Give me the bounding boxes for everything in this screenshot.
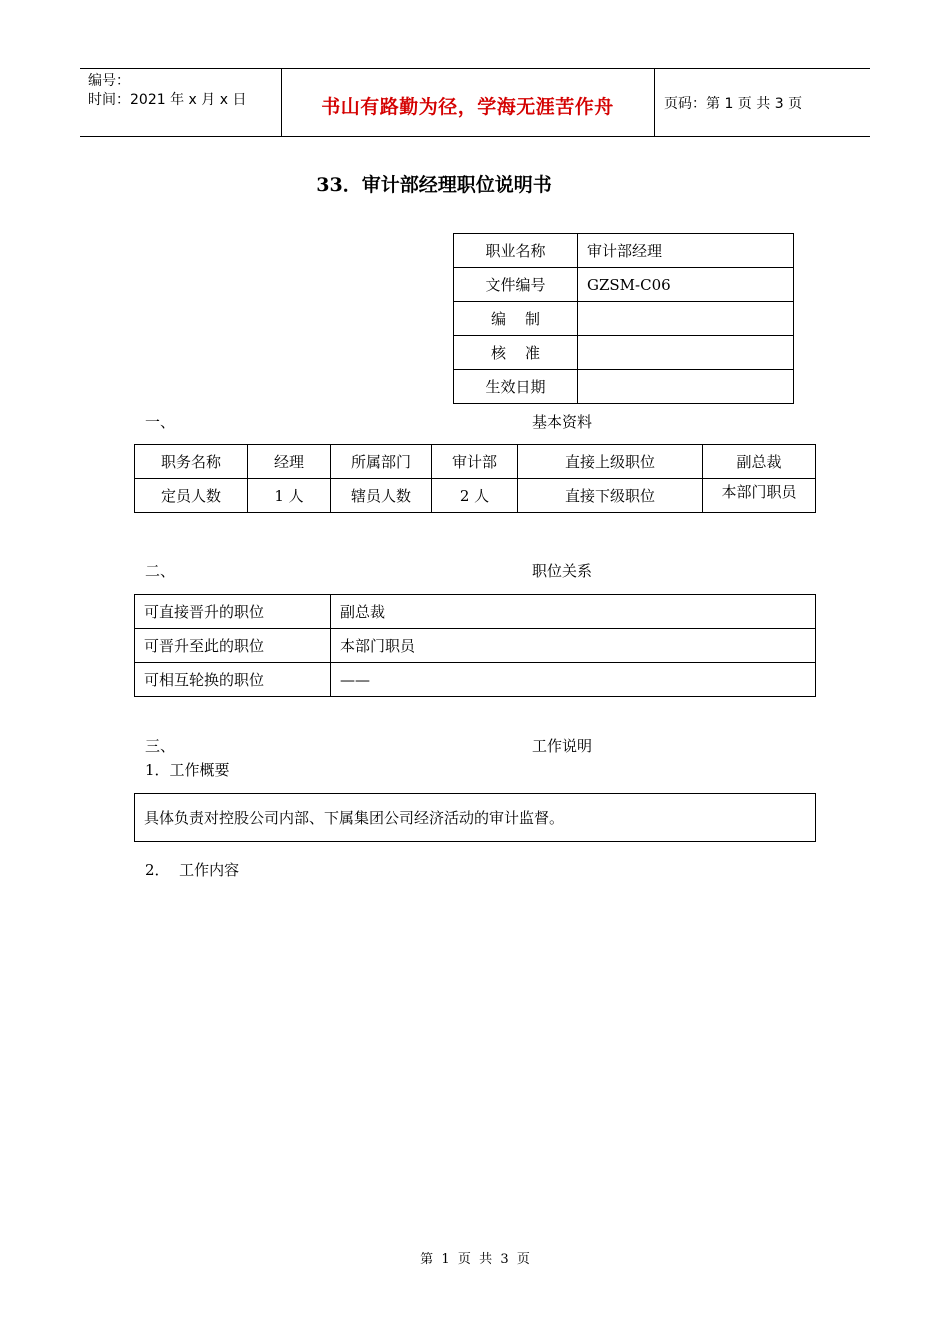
relation-label: 可晋升至此的职位 bbox=[135, 629, 331, 663]
info-value: 审计部经理 bbox=[578, 234, 794, 268]
relation-value: —— bbox=[331, 663, 816, 697]
table-row bbox=[454, 336, 794, 370]
table-row bbox=[135, 794, 816, 842]
info-label: 核 准 bbox=[454, 336, 578, 370]
table-cell: 审计部 bbox=[432, 445, 518, 479]
table-row bbox=[454, 268, 794, 302]
table-cell: 副总裁 bbox=[703, 445, 816, 479]
table-cell: 直接上级职位 bbox=[518, 445, 703, 479]
position-relations-table bbox=[134, 594, 816, 697]
header-number-label: 编号： bbox=[88, 73, 130, 89]
header-top-rule bbox=[80, 68, 870, 69]
header-bottom-rule bbox=[80, 136, 870, 137]
basic-info-table bbox=[134, 444, 816, 513]
header-page-label: 页码：第 1 页 共 3 页 bbox=[664, 96, 803, 112]
info-value bbox=[578, 336, 794, 370]
work-content-heading: 2． 工作内容 bbox=[145, 861, 240, 879]
table-cell: 2 人 bbox=[432, 479, 518, 513]
info-label: 文件编号 bbox=[454, 268, 578, 302]
section1-number: 一、 bbox=[145, 413, 176, 431]
page-footer: 第 1 页 共 3 页 bbox=[420, 1252, 530, 1267]
section3-title: 工作说明 bbox=[532, 737, 593, 755]
document-info-table bbox=[453, 233, 794, 404]
table-row bbox=[135, 663, 816, 697]
table-row bbox=[454, 370, 794, 404]
table-row bbox=[454, 234, 794, 268]
info-value bbox=[578, 370, 794, 404]
table-cell: 1 人 bbox=[248, 479, 331, 513]
table-row bbox=[135, 479, 816, 513]
table-row bbox=[135, 629, 816, 663]
info-label: 编 制 bbox=[454, 302, 578, 336]
table-row bbox=[135, 595, 816, 629]
section2-number: 二、 bbox=[145, 562, 176, 580]
info-label: 生效日期 bbox=[454, 370, 578, 404]
table-cell: 经理 bbox=[248, 445, 331, 479]
work-summary-heading: 1．工作概要 bbox=[145, 761, 230, 779]
table-cell: 所属部门 bbox=[331, 445, 432, 479]
header-motto: 书山有路勤为径，学海无涯苦作舟 bbox=[321, 96, 614, 118]
table-cell: 本部门职员 bbox=[703, 479, 816, 513]
table-cell: 直接下级职位 bbox=[518, 479, 703, 513]
table-row bbox=[454, 302, 794, 336]
work-summary-table bbox=[134, 793, 816, 842]
table-cell: 辖员人数 bbox=[331, 479, 432, 513]
page-title: 33．审计部经理职位说明书 bbox=[316, 174, 552, 196]
table-cell: 定员人数 bbox=[135, 479, 248, 513]
relation-value: 本部门职员 bbox=[331, 629, 816, 663]
header-divider-right bbox=[654, 68, 655, 136]
header-time-label: 时间：2021 年 x 月 x 日 bbox=[88, 92, 247, 108]
table-row bbox=[135, 445, 816, 479]
table-cell: 职务名称 bbox=[135, 445, 248, 479]
relation-value: 副总裁 bbox=[331, 595, 816, 629]
info-value: GZSM-C06 bbox=[578, 268, 794, 302]
section2-title: 职位关系 bbox=[532, 562, 593, 580]
info-label: 职业名称 bbox=[454, 234, 578, 268]
relation-label: 可相互轮换的职位 bbox=[135, 663, 331, 697]
work-summary-text: 具体负责对控股公司内部、下属集团公司经济活动的审计监督。 bbox=[135, 794, 816, 842]
relation-label: 可直接晋升的职位 bbox=[135, 595, 331, 629]
section1-title: 基本资料 bbox=[532, 413, 593, 431]
section3-number: 三、 bbox=[145, 737, 176, 755]
info-value bbox=[578, 302, 794, 336]
